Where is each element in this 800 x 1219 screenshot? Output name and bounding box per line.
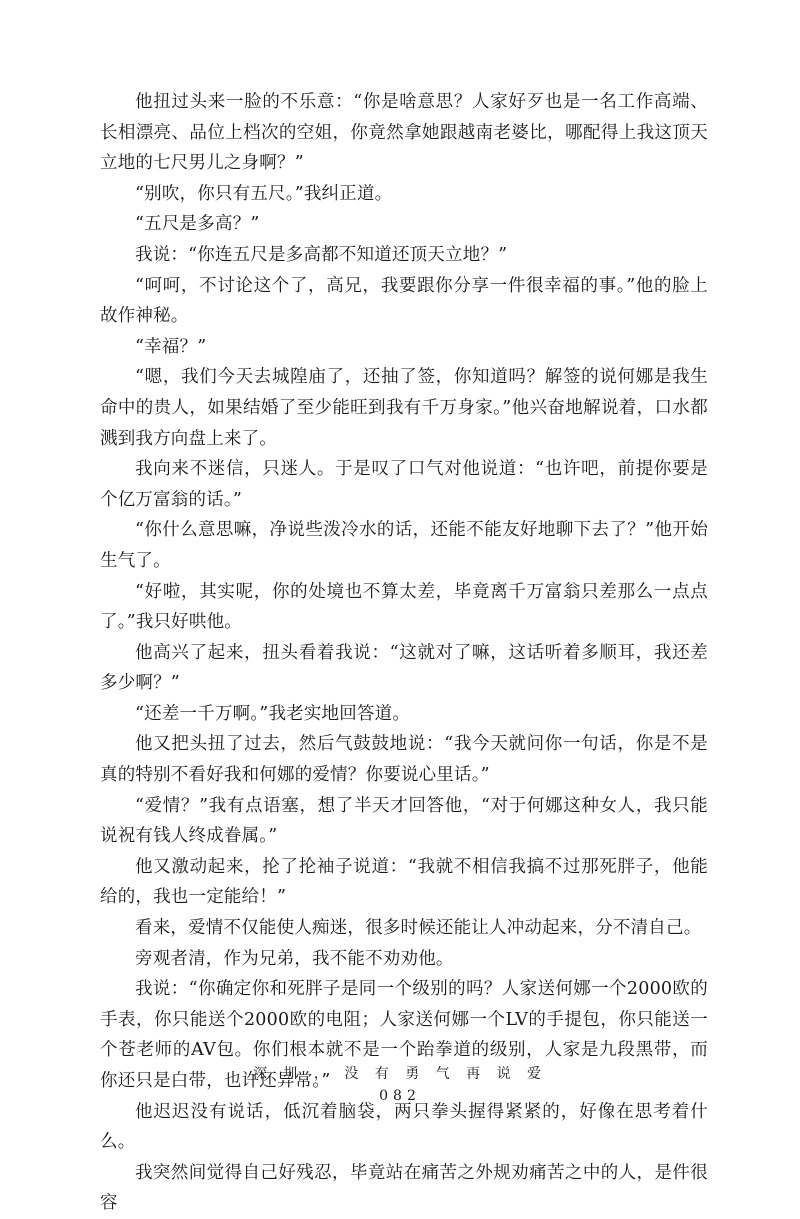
- paragraph: 他高兴了起来，扭头看着我说：“这就对了嘛，这话听着多顺耳，我还差多少啊？”: [100, 642, 708, 694]
- paragraph: “嗯，我们今天去城隍庙了，还抽了签，你知道吗？解签的说何娜是我生命中的贵人，如果结婚了至少能旺到我有千万身家。”他兴奋地解说着，口水都溅到我方向盘上来了。: [100, 367, 708, 449]
- paragraph: 我突然间觉得自己好残忍，毕竟站在痛苦之外规劝痛苦之中的人，是件很容: [100, 1162, 708, 1214]
- paragraph: 我说：“你连五尺是多高都不知道还顶天立地？”: [135, 244, 508, 265]
- paragraph: 我说：“你确定你和死胖子是同一个级别的吗？人家送何娜一个2000欧的手表，你只能送个2000欧的电阻；人家送何娜一个LV的手提包，你只能送一个苍老师的AV包。你们根本就不是一个跆拳道的级别，人家是九段黑带，而你还只是白带，也许还异常。”: [100, 979, 708, 1091]
- paragraph: “还差一千万啊。”我老实地回答道。: [135, 703, 411, 724]
- paragraph: “你什么意思嘛，净说些泼冷水的话，还能不能友好地聊下去了？”他开始生气了。: [100, 520, 708, 571]
- paragraph: “好啦，其实呢，你的处境也不算太差，毕竟离千万富翁只差那么一点点了。”我只好哄他。: [100, 581, 708, 633]
- paragraph: “幸福？”: [135, 336, 207, 357]
- paragraph: 我向来不迷信，只迷人。于是叹了口气对他说道：“也许吧，前提你要是个亿万富翁的话。”: [100, 459, 708, 510]
- paragraph: 看来，爱情不仅能使人痴迷，很多时候还能让人冲动起来，分不清自己。: [135, 918, 702, 939]
- page-number: 082: [379, 1088, 421, 1104]
- paragraph: 旁观者清，作为兄弟，我不能不劝劝他。: [135, 948, 454, 969]
- paragraph: “呵呵，不讨论这个了，高兄，我要跟你分享一件很幸福的事。”他的脸上故作神秘。: [100, 275, 708, 327]
- paragraph: 他迟迟没有说话，低沉着脑袋，两只拳头握得紧紧的，好像在思考着什么。: [100, 1101, 708, 1153]
- paragraph: 他扭过头来一脸的不乐意：“你是啥意思？人家好歹也是一名工作高端、长相漂亮、品位上档次的空姐，你竟然拿她跟越南老婆比，哪配得上我这顶天立地的七尺男儿之身啊？”: [100, 92, 708, 174]
- paragraph: “爱情？”我有点语塞，想了半天才回答他，“对于何娜这种女人，我只能说祝有钱人终成眷属。”: [100, 795, 708, 847]
- body-text: [100, 87, 708, 1219]
- paragraph: “五尺是多高？”: [135, 214, 260, 235]
- paragraph: “别吹，你只有五尺。”我纠正道。: [135, 183, 393, 204]
- paragraph: 他又激动起来，抡了抡袖子说道：“我就不相信我搞不过那死胖子，他能给的，我也一定能给！”: [100, 856, 708, 908]
- paragraph: 他又把头扭了过去，然后气鼓鼓地说：“我今天就问你一句话，你是不是真的特别不看好我和何娜的爱情？你要说心里话。”: [100, 734, 708, 786]
- running-footer-book-title: 深 圳 ， 没 有 勇 气 再 说 爱: [252, 1066, 548, 1082]
